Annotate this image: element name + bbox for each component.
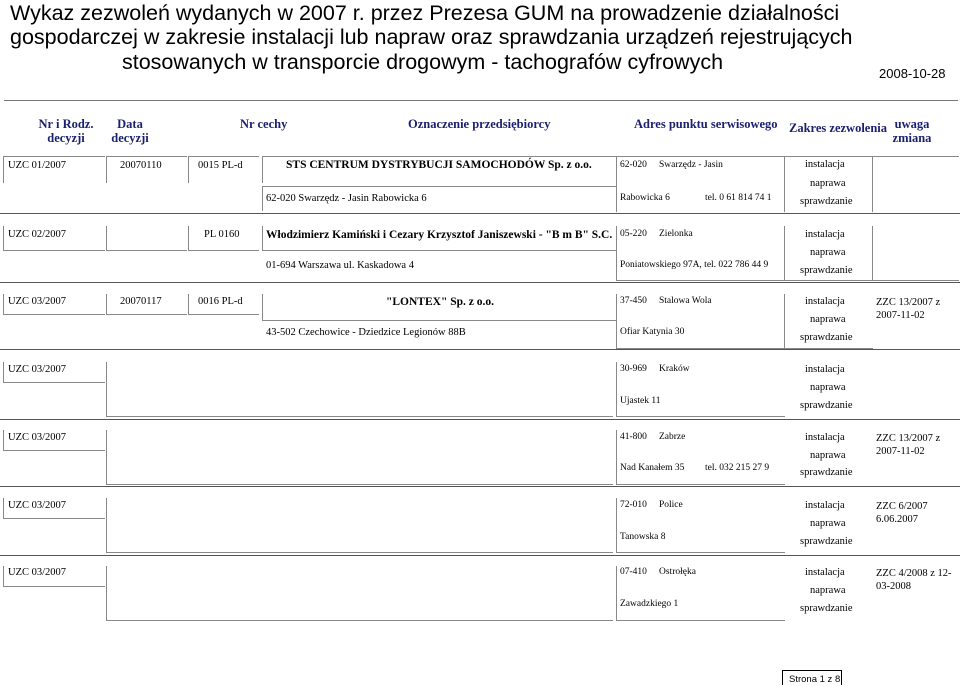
scope-sprawdzanie: sprawdzanie [800, 332, 853, 343]
remark: ZZC 13/2007 z 2007-11-02 [876, 433, 941, 457]
decision-number: UZC 03/2007 [8, 567, 67, 578]
scope-naprawa: naprawa [810, 178, 846, 189]
decision-number: UZC 01/2007 [8, 160, 67, 171]
scope-naprawa: naprawa [810, 518, 846, 529]
company-name: Włodzimierz Kamiński i Cezary Krzysztof Janiszewski - "B m B" S.C. [266, 229, 613, 241]
service-city: Police [659, 500, 683, 510]
title-line-2: gospodarczej w zakresie instalacji lub napraw oraz sprawdzania urządzeń rejestrujących [10, 25, 853, 49]
scope-naprawa: naprawa [810, 314, 846, 325]
scope-instalacja: instalacja [805, 229, 845, 240]
header-adres: Adres punktu serwisowego [634, 117, 778, 131]
row-divider [0, 349, 960, 350]
service-city: Kraków [659, 364, 690, 374]
cell-empty [106, 498, 613, 553]
decision-number: UZC 03/2007 [8, 432, 67, 443]
decision-number: UZC 03/2007 [8, 364, 67, 375]
title-line-3: stosowanych w transporcie drogowym - tachografów cyfrowych [122, 50, 724, 74]
service-city: Swarzędz - Jasin [659, 160, 723, 170]
row-divider [0, 486, 960, 487]
scope-sprawdzanie: sprawdzanie [800, 196, 853, 207]
service-city: Zabrze [659, 432, 686, 442]
service-postcode: 62-020 [620, 160, 647, 170]
service-street: Zawadzkiego 1 [620, 599, 679, 609]
scope-instalacja: instalacja [805, 364, 845, 375]
decision-number: UZC 02/2007 [8, 229, 67, 240]
mark-number: 0016 PL-d [198, 296, 243, 307]
service-postcode: 07-410 [620, 567, 647, 577]
company-address: 62-020 Swarzędz - Jasin Rabowicka 6 [266, 193, 427, 204]
service-street: Tanowska 8 [620, 532, 666, 542]
company-address: 01-694 Warszawa ul. Kaskadowa 4 [266, 260, 414, 271]
decision-number: UZC 03/2007 [8, 500, 67, 511]
service-phone: tel. 032 215 27 9 [705, 463, 770, 473]
row-divider [0, 213, 960, 214]
scope-sprawdzanie: sprawdzanie [800, 400, 853, 411]
title-line-1: Wykaz zezwoleń wydanych w 2007 r. przez Prezesa GUM na prowadzenie działalności [10, 1, 840, 25]
header-nr-cechy: Nr cechy [240, 117, 288, 131]
scope-instalacja: instalacja [805, 567, 845, 578]
service-street: Ofiar Katynia 30 [620, 327, 685, 337]
remark: ZZC 13/2007 z 2007-11-02 [876, 297, 941, 321]
company-name: STS CENTRUM DYSTRYBUCJI SAMOCHODÓW Sp. z o.o. [286, 159, 592, 171]
page-number: Strona 1 z 8 [789, 674, 841, 685]
service-city: Ostrołęka [659, 567, 696, 577]
service-city: Zielonka [659, 229, 693, 239]
header-oznaczenie: Oznaczenie przedsiębiorcy [408, 117, 551, 131]
document-date: 2008-10-28 [879, 66, 946, 81]
cell-date [106, 226, 187, 251]
remark: ZZC 6/2007 6.06.2007 [876, 501, 928, 525]
header-nr-rodz: Nr i Rodz. decyzji [38, 117, 94, 145]
header-rule [4, 100, 958, 101]
header-uwaga: uwaga zmiana [892, 117, 932, 145]
service-street: Ujastek 11 [620, 396, 661, 406]
service-street: Poniatowskiego 97A, tel. 022 786 44 9 [620, 260, 769, 270]
row-divider [0, 419, 960, 420]
scope-instalacja: instalacja [805, 432, 845, 443]
cell-empty [106, 430, 613, 485]
service-street: Rabowicka 6 [620, 193, 670, 203]
service-postcode: 72-010 [620, 500, 647, 510]
service-postcode: 30-969 [620, 364, 647, 374]
scope-instalacja: instalacja [805, 159, 845, 170]
service-street: Nad Kanałem 35 [620, 463, 685, 473]
scope-sprawdzanie: sprawdzanie [800, 536, 853, 547]
company-name: "LONTEX" Sp. z o.o. [386, 296, 494, 308]
header-data: Data decyzji [111, 117, 149, 145]
scope-sprawdzanie: sprawdzanie [800, 603, 853, 614]
scope-instalacja: instalacja [805, 500, 845, 511]
service-postcode: 05-220 [620, 229, 647, 239]
scope-sprawdzanie: sprawdzanie [800, 467, 853, 478]
scope-instalacja: instalacja [805, 296, 845, 307]
decision-number: UZC 03/2007 [8, 296, 67, 307]
service-postcode: 37-450 [620, 296, 647, 306]
scope-naprawa: naprawa [810, 585, 846, 596]
row-divider [0, 555, 960, 556]
cell-empty [106, 362, 613, 417]
company-address: 43-502 Czechowice - Dziedzice Legionów 88B [266, 327, 466, 338]
scope-naprawa: naprawa [810, 247, 846, 258]
service-phone: tel. 0 61 814 74 1 [705, 193, 772, 203]
remark: ZZC 4/2008 z 12-03-2008 [876, 568, 952, 592]
row-divider [0, 282, 960, 283]
scope-naprawa: naprawa [810, 450, 846, 461]
header-zakres: Zakres zezwolenia [789, 121, 888, 135]
service-city: Stalowa Wola [659, 296, 712, 306]
scope-sprawdzanie: sprawdzanie [800, 265, 853, 276]
mark-number: PL 0160 [204, 229, 240, 240]
mark-number: 0015 PL-d [198, 160, 243, 171]
decision-date: 20070117 [120, 296, 162, 307]
cell-remark [872, 226, 959, 281]
scope-naprawa: naprawa [810, 382, 846, 393]
cell-remark [872, 156, 959, 212]
decision-date: 20070110 [120, 160, 162, 171]
service-postcode: 41-800 [620, 432, 647, 442]
cell-empty [106, 566, 613, 621]
